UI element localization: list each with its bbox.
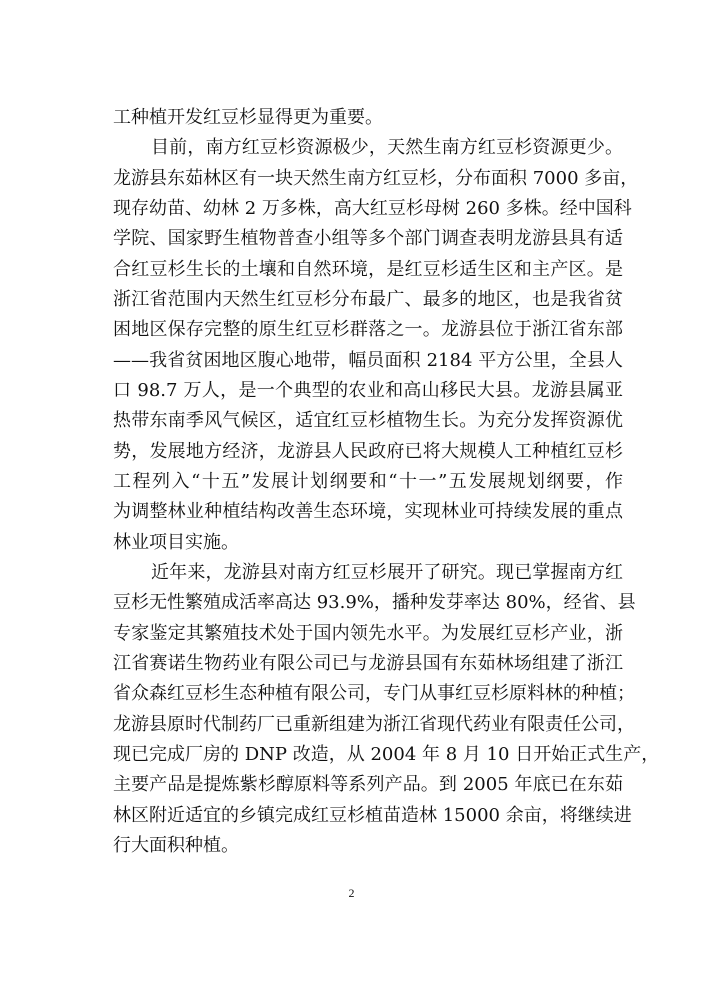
text-line: 行大面积种植。 (113, 835, 239, 856)
text-line: 学院、国家野生植物普查小组等多个部门调查表明龙游县具有适 (113, 228, 623, 249)
text-line: 热带东南季风气候区，适宜红豆杉植物生长。为充分发挥资源优 (113, 410, 623, 431)
text-line: 省众森红豆杉生态种植有限公司，专门从事红豆杉原料林的种植； (113, 683, 635, 704)
text-line: 工种植开发红豆杉显得更为重要。 (113, 107, 383, 128)
text-line: 龙游县东茹林区有一块天然生南方红豆杉，分布面积 7000 多亩， (113, 168, 639, 189)
text-line: 困地区保存完整的原生红豆杉群落之一。龙游县位于浙江省东部 (113, 319, 623, 340)
text-line: 现存幼苗、幼林 2 万多株，高大红豆杉母树 260 多株。经中国科 (113, 198, 632, 219)
text-line: 龙游县原时代制药厂已重新组建为浙江省现代药业有限责任公司， (113, 714, 635, 735)
text-line: 近年来，龙游县对南方红豆杉展开了研究。现已掌握南方红 (151, 562, 623, 583)
text-line: 势，发展地方经济，龙游县人民政府已将大规模人工种植红豆杉 (113, 441, 623, 462)
text-line: 浙江省范围内天然生红豆杉分布最广、最多的地区，也是我省贫 (113, 289, 623, 310)
text-line: 江省赛诺生物药业有限公司已与龙游县国有东茹林场组建了浙江 (113, 653, 623, 674)
text-line: 豆杉无性繁殖成活率高达 93.9%，播种发芽率达 80%，经省、县 (113, 592, 636, 613)
text-line: ——我省贫困地区腹心地带，幅员面积 2184 平方公里，全县人 (113, 350, 623, 371)
text-line: 林业项目实施。 (113, 532, 239, 553)
text-line: 林区附近适宜的乡镇完成红豆杉植苗造林 15000 余亩，将继续进 (113, 805, 632, 826)
text-line: 专家鉴定其繁殖技术处于国内领先水平。为发展红豆杉产业，浙 (113, 623, 623, 644)
text-line: 口 98.7 万人，是一个典型的农业和高山移民大县。龙游县属亚 (113, 380, 623, 401)
text-line: 工程列入“十五”发展计划纲要和“十一”五发展规划纲要，作 (113, 471, 623, 492)
text-line: 主要产品是提炼紫杉醇原料等系列产品。到 2005 年底已在东茹 (113, 774, 623, 795)
page-number: 2 (348, 886, 355, 900)
text-line: 合红豆杉生长的土壤和自然环境，是红豆杉适生区和主产区。是 (113, 259, 623, 280)
text-line: 现已完成厂房的 DNP 改造，从 2004 年 8 月 10 日开始正式生产， (113, 744, 660, 765)
text-line: 为调整林业种植结构改善生态环境，实现林业可持续发展的重点 (113, 501, 623, 522)
text-line: 目前，南方红豆杉资源极少，天然生南方红豆杉资源更少。 (151, 137, 623, 158)
